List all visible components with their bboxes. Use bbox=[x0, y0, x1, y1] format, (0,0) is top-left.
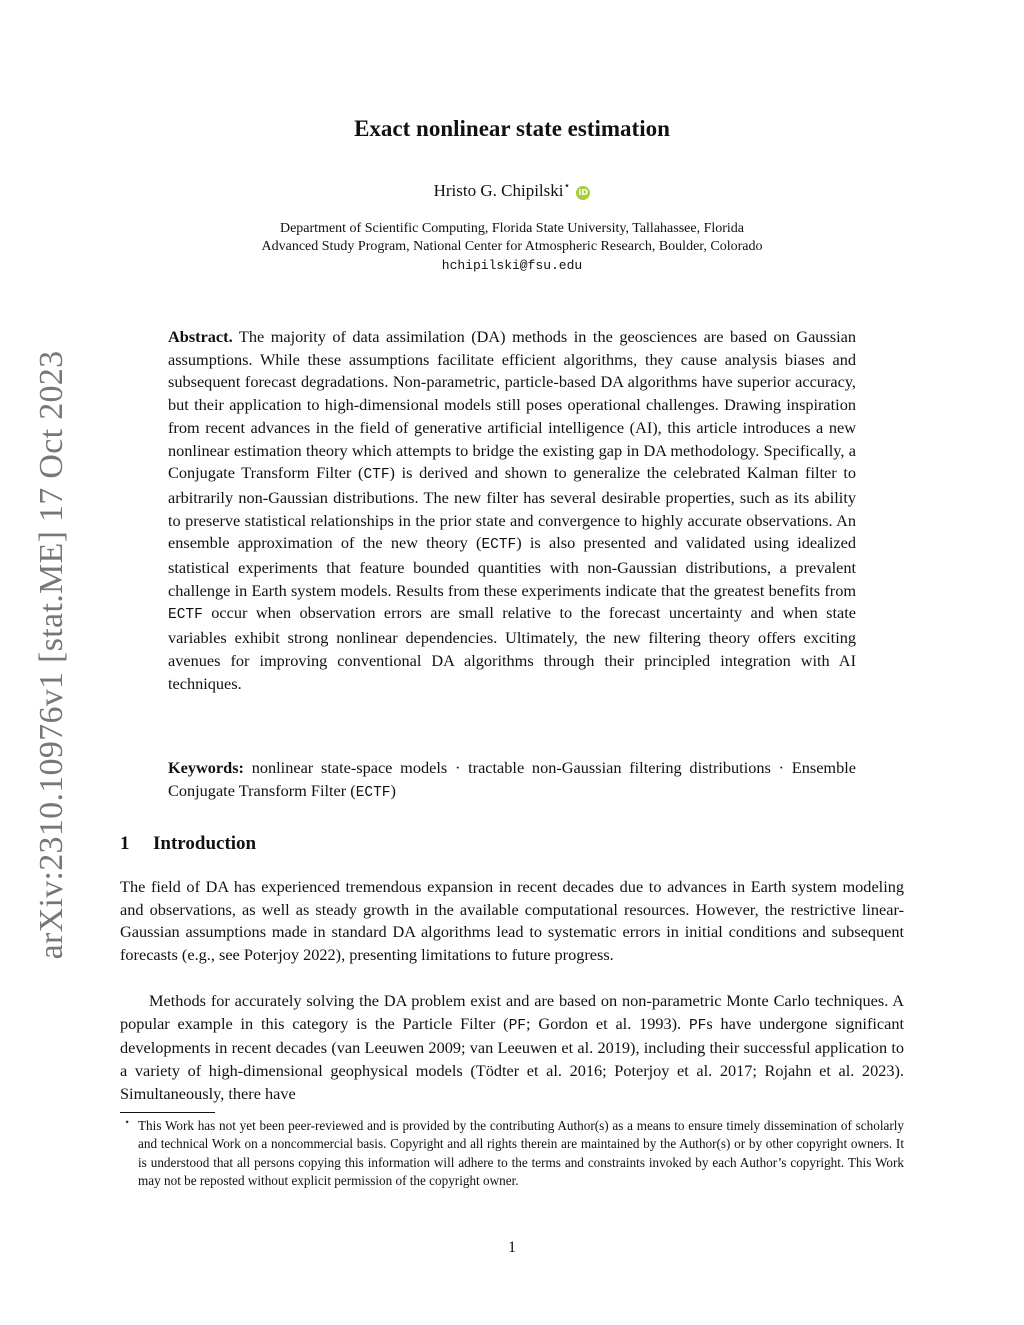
keywords bbox=[168, 757, 856, 804]
keywords-label: Keywords: bbox=[168, 758, 244, 777]
author-name: Hristo G. Chipilski bbox=[433, 181, 564, 200]
abstract-code-ectf: ECTF bbox=[481, 537, 517, 554]
affiliation-ncar: Advanced Study Program, National Center for Atmospheric Research, Boulder, Colorado bbox=[261, 239, 763, 254]
author-footnote-mark[interactable]: ⋆ bbox=[563, 180, 571, 192]
paragraph-text: s have undergone significant developments in recent decades (van Leeuwen 2009; van Leeuwen et al. 2019), including their successful application to a variety of high-dimensional geophysical models (Tödter et al. 2016; Poterjoy et al. 2017; Rojahn et al. 2023). Simultaneously, there have bbox=[120, 1013, 905, 1103]
abstract-text: The majority of data assimilation (DA) methods in the geosciences are based on Gaussian assumptions. While these assumptions facilitate efficient algorithms, they cause analysis biases and subsequent forecast degradations. Non-parametric, particle-based DA algorithms have superior accuracy, but their application to high-dimensional models still poses operational challenges. Drawing inspiration from recent advances in the field of generative artificial intelligence (AI), this article introduces a new nonlinear estimation theory which attempts to bridge the existing gap in DA methodology. Specifically, a Conjugate Transform Filter ( bbox=[168, 327, 856, 483]
paragraph-text: Methods for accurately solving the DA problem exist and are based on non-parametric Monte Carlo techniques. A popular example in this category is the Particle Filter ( bbox=[120, 991, 904, 1033]
keywords-text: nonlinear state-space models · tractable non-Gaussian filtering distributions · Ensemble Conjugate Transform Filter ( bbox=[168, 758, 856, 800]
abstract bbox=[168, 326, 856, 695]
keywords-text: ) bbox=[390, 780, 396, 800]
affiliation-fsu: Department of Scientific Computing, Florida State University, Tallahassee, Florida bbox=[279, 221, 745, 236]
arxiv-identifier-stamp[interactable]: arXiv:2310.10976v1 [stat.ME] 17 Oct 2023 bbox=[33, 350, 70, 960]
footnote-divider bbox=[120, 1112, 215, 1113]
abstract-code-ctf: CTF bbox=[363, 467, 390, 484]
abstract-label: Abstract. bbox=[168, 327, 233, 346]
orcid-icon[interactable]: iD bbox=[576, 186, 590, 200]
abstract-text: occur when observation errors are small relative to the forecast uncertainty and when state variables exhibit strong nonlinear dependencies. Ultimately, the new filtering theory offers exciting avenues for improving conventional DA algorithms through their principled integration with AI techniques. bbox=[168, 603, 856, 693]
section-title: Introduction bbox=[153, 833, 257, 854]
abstract-code-ectf: ECTF bbox=[168, 607, 203, 624]
author-line bbox=[0, 181, 1024, 201]
keywords-code-ectf: ECTF bbox=[355, 784, 391, 801]
footnote-text: This Work has not yet been peer-reviewed and is provided by the contributing Author(s) as a means to ensure timely dissemination of scholarly and technical Work on a noncommercial basis. Copyright and all rights therein are maintained by the Author(s) or by other copyright owners. It is understood that all persons copying this information will adhere to the terms and constraints invoked by each Author’s copyright. This Work may not be reposted without explicit permission of the copyright owner. bbox=[138, 1118, 904, 1188]
intro-paragraph-2 bbox=[120, 990, 904, 1106]
abstract-text: ) is derived and shown to generalize the celebrated Kalman filter to arbitrarily non-Gaussian distributions. The new filter has several desirable properties, such as its ability to preserve statistical relationships in the prior state and convergence to highly accurate observations. An ensemble approximation of the new theory ( bbox=[168, 463, 857, 553]
code-pf: PF bbox=[688, 1017, 707, 1034]
abstract-text: ) is also presented and validated using idealized statistical experiments that feature bounded quantities with non-Gaussian distributions, a prevalent challenge in Earth system models. Results from these experiments indicate that the greatest benefits from bbox=[168, 533, 856, 600]
code-pf: PF bbox=[508, 1017, 526, 1034]
section-number: 1 bbox=[120, 833, 130, 854]
section-heading bbox=[120, 833, 256, 855]
page-number: 1 bbox=[508, 1239, 516, 1256]
paper-title: Exact nonlinear state estimation bbox=[354, 116, 670, 141]
footnote bbox=[120, 1117, 904, 1190]
paragraph-text: ; Gordon et al. 1993). bbox=[526, 1013, 689, 1033]
author-email[interactable]: hchipilski@fsu.edu bbox=[441, 258, 583, 273]
footnote-mark: ⋆ bbox=[124, 1117, 131, 1128]
intro-paragraph-1: The field of DA has experienced tremendous expansion in recent decades due to advances in Earth system modeling and observations, as well as steady growth in the available computational resources. However, the restrictive linear-Gaussian assumptions made in standard DA algorithms lead to systematic errors in initial conditions and subsequent forecasts (e.g., see Poterjoy 2022), presenting limitations to future progress. bbox=[120, 877, 904, 965]
